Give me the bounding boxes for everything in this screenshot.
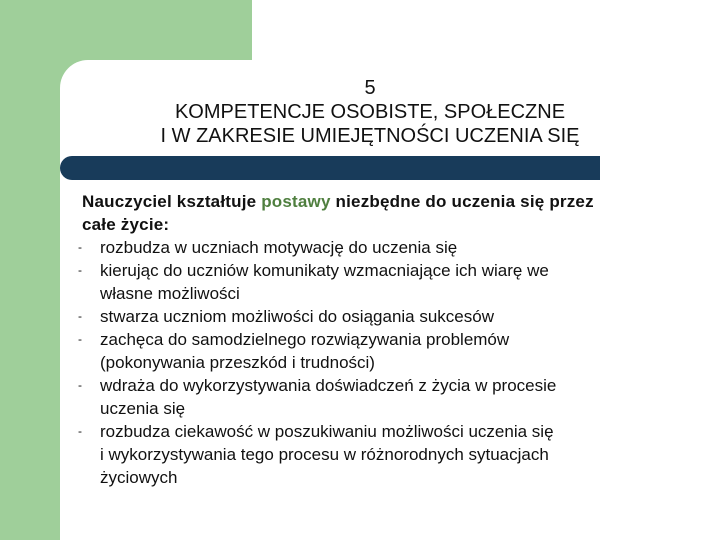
list-item-line: własne możliwości [100,284,240,303]
title-line-2: I W ZAKRESIE UMIEJĘTNOŚCI UCZENIA SIĘ [160,125,580,147]
list-item [78,305,682,328]
title-line-1: KOMPETENCJE OSOBISTE, SPOŁECZNE [174,101,566,123]
dash-bullet: - [78,263,82,277]
intro-paragraph [82,190,682,236]
list-item-line: wdraża do wykorzystywania doświadczeń z życia w procesie [100,376,557,395]
intro-text-end: niezbędne do uczenia się przez [330,192,594,211]
list-item-line: (pokonywania przeszkód i trudności) [100,353,375,372]
list-item [78,259,682,305]
list-item-line: stwarza uczniom możliwości do osiągania sukcesów [100,307,494,326]
list-item [78,420,682,489]
title-divider-bar [60,156,600,180]
list-item [78,328,682,374]
intro-line-2: całe życie: [82,215,170,234]
intro-text-start: Nauczyciel kształtuje [82,192,262,211]
list-item [78,374,682,420]
dash-bullet: - [78,332,82,346]
list-item-line: uczenia się [100,399,186,418]
list-item-line: rozbudza ciekawość w poszukiwaniu możliwości uczenia się [100,422,554,441]
decorative-green-strip [0,0,60,540]
list-item-line: rozbudza w uczniach motywację do uczenia się [100,238,458,257]
dash-bullet: - [78,309,82,323]
list-item-line: zachęca do samodzielnego rozwiązywania problemów [100,330,510,349]
slide-title [60,76,680,148]
list-item-line: kierując do uczniów komunikaty wzmacniające ich wiarę we [100,261,549,280]
list-item-line: życiowych [100,468,178,487]
intro-highlight: postawy [261,192,331,211]
list-item-line: i wykorzystywania tego procesu w różnorodnych sytuacjach [100,445,549,464]
title-line-number: 5 [364,77,376,99]
dash-bullet: - [78,378,82,392]
list-item [78,236,682,259]
dash-bullet: - [78,424,82,438]
dash-bullet: - [78,240,82,254]
slide-body [78,190,682,489]
